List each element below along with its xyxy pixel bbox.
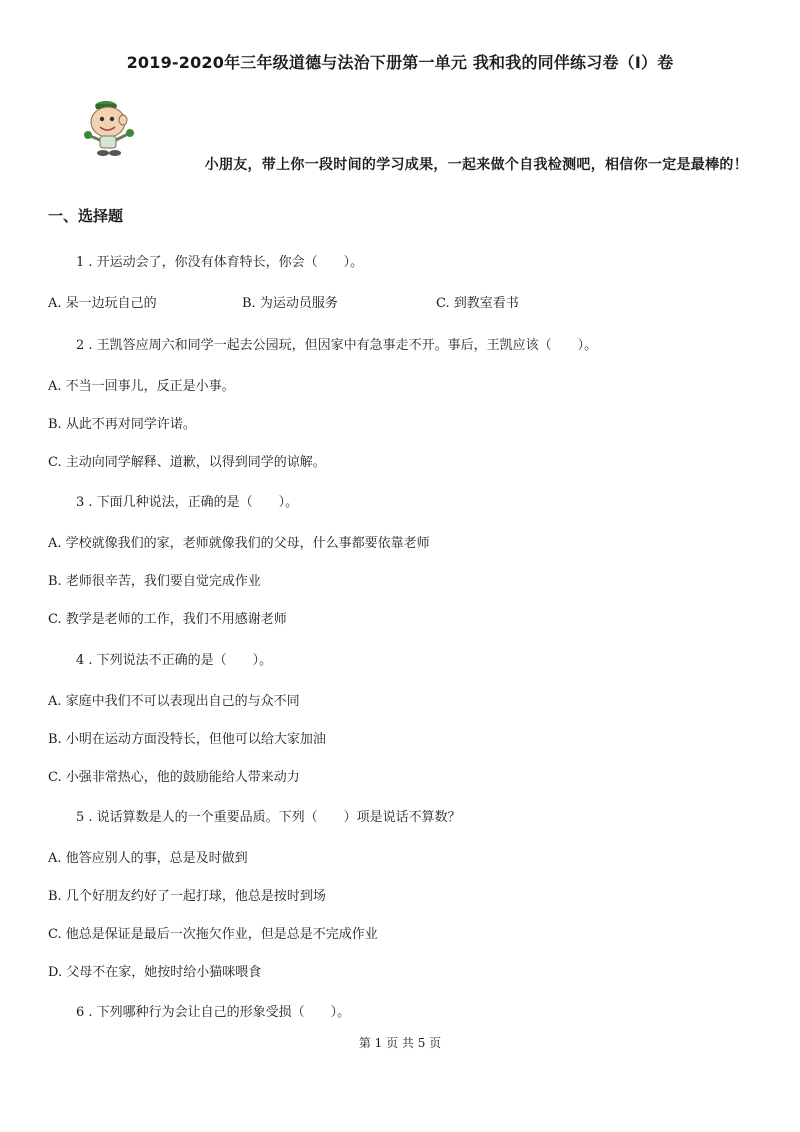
question-stem: 2 . 王凯答应周六和同学一起去公园玩，但因家中有急事走不开。事后，王凯应该（ ）。 (76, 338, 598, 353)
encouragement-text: 小朋友，带上你一段时间的学习成果，一起来做个自我检测吧，相信你一定是最棒的！ (204, 157, 748, 173)
question-stem: 5 . 说话算数是人的一个重要品质。下列（ ）项是说话不算数？ (76, 810, 461, 825)
question-stem: 1 . 开运动会了，你没有体育特长，你会（ ）。 (76, 255, 364, 270)
page-footer: 第 1 页 共 5 页 (358, 1036, 442, 1050)
mascot-illustration (82, 96, 154, 158)
option-b[interactable]: B. 几个好朋友约好了一起打球，他总是按时到场 (48, 889, 326, 904)
option-b[interactable]: B. 为运动员服务 (242, 296, 338, 311)
option-a[interactable]: A. 学校就像我们的家，老师就像我们的父母，什么事都要依靠老师 (48, 536, 430, 551)
option-c[interactable]: C. 小强非常热心，他的鼓励能给人带来动力 (48, 770, 300, 785)
option-a[interactable]: A. 不当一回事儿，反正是小事。 (48, 379, 235, 394)
section-title: 一、选择题 (48, 207, 124, 225)
option-b[interactable]: B. 小明在运动方面没特长，但他可以给大家加油 (48, 732, 326, 747)
question-stem: 6 . 下列哪种行为会让自己的形象受损（ ）。 (76, 1005, 351, 1020)
option-c[interactable]: C. 主动向同学解释、道歉，以得到同学的谅解。 (48, 455, 326, 470)
question-stem: 3 . 下面几种说法，正确的是（ ）。 (76, 495, 299, 510)
page-title: 2019-2020年三年级道德与法治下册第一单元 我和我的同伴练习卷（I）卷 (126, 53, 674, 72)
option-b[interactable]: B. 老师很辛苦，我们要自觉完成作业 (48, 574, 261, 589)
option-a[interactable]: A. 他答应别人的事，总是及时做到 (48, 851, 248, 866)
option-c[interactable]: C. 到教室看书 (436, 296, 519, 311)
option-c[interactable]: C. 他总是保证是最后一次拖欠作业，但是总是不完成作业 (48, 927, 378, 942)
option-d[interactable]: D. 父母不在家，她按时给小猫咪喂食 (48, 965, 262, 980)
option-b[interactable]: B. 从此不再对同学许诺。 (48, 417, 196, 432)
question-stem: 4 . 下列说法不正确的是（ ）。 (76, 653, 273, 668)
option-c[interactable]: C. 教学是老师的工作，我们不用感谢老师 (48, 612, 287, 627)
option-a[interactable]: A. 呆一边玩自己的 (48, 296, 157, 311)
option-a[interactable]: A. 家庭中我们不可以表现出自己的与众不同 (48, 694, 300, 709)
